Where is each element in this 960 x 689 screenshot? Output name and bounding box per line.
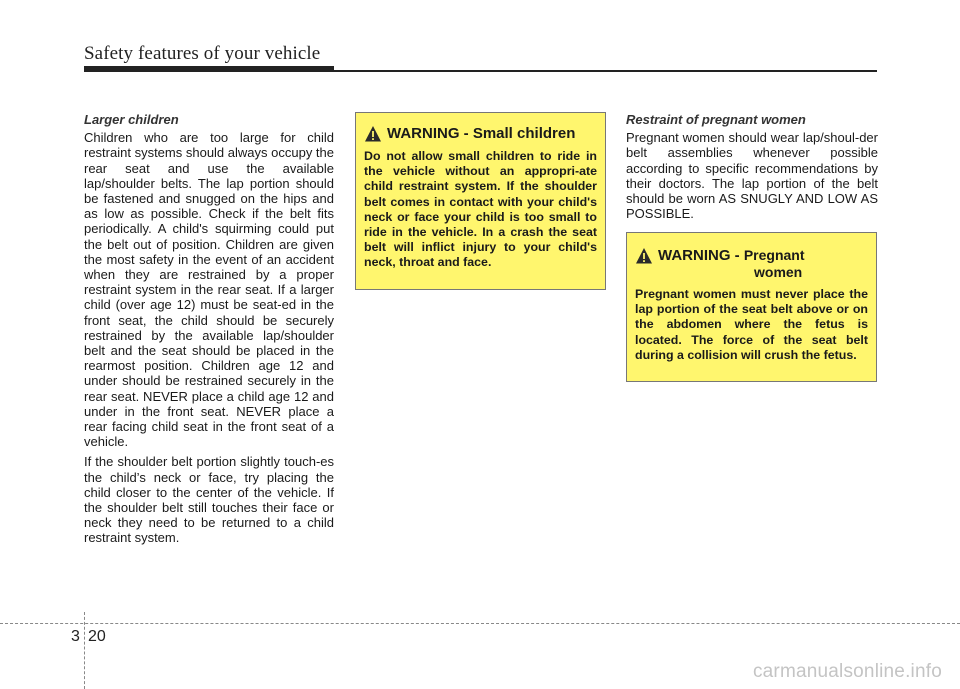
warning-label: WARNING - [658, 247, 744, 264]
warning-subject-line2: women [754, 264, 803, 280]
warning-header [635, 247, 868, 281]
page-number: 20 [88, 628, 106, 645]
paragraph: Children who are too large for child restraint systems should always occupy the rear seat and use the available lap/shoulder belts. The lap portion should be fastened and snugged on the hips and as low as possible. Check if the belt fits periodically. A child's squirming could put the belt out of position. Children are given the most safety in the event of an accident when they are restrained by a proper restraint system in the rear seat. If a larger child (over age 12) must be seat-ed in the front seat, the child should be securely restrained by the available lap/shoulder belt and the seat should be placed in the rearmost position. Children age 12 and under should be restrained securely in the rear seat. NEVER place a child age 12 and under in the front seat. NEVER place a rear facing child seat in the front seat of a vehicle. [84, 130, 334, 450]
warning-box-small-children [355, 112, 606, 290]
watermark: carmanualsonline.info [752, 661, 942, 682]
warning-subject-line1: Pregnant [743, 247, 805, 263]
warning-header [364, 125, 597, 143]
paragraph: If the shoulder belt portion slightly touch-es the child’s neck or face, try placing the child closer to the center of the vehicle. If the shoulder belt still touches their face or neck they need to be returned to a child restraint system. [84, 454, 334, 546]
footer-divider [84, 612, 85, 689]
paragraph: Pregnant women should wear lap/shoul-der belt assemblies whenever possible according to specific recommendations by their doctors. The lap portion of the belt should be worn AS SNUGLY AND LOW AS POSSIBLE. [626, 130, 878, 222]
left-column [84, 112, 334, 551]
warning-title [658, 247, 805, 281]
warning-triangle-icon [635, 247, 653, 265]
warning-body: Do not allow small children to ride in the vehicle without an appropri-ate child restraint system. If the shoulder belt comes in contact with your child's neck or face your child is too small to ride in the vehicle. In a crash the seat belt will inflict injury to your child's neck, throat and face. [364, 149, 597, 270]
section-heading-larger-children: Larger children [84, 112, 179, 127]
right-column [626, 112, 878, 226]
warning-box-pregnant-women [626, 232, 877, 382]
page-header-title: Safety features of your vehicle [84, 43, 321, 64]
warning-triangle-icon [364, 125, 382, 143]
chapter-number: 3 [71, 628, 80, 645]
warning-label: WARNING - [387, 125, 473, 142]
warning-body: Pregnant women must never place the lap portion of the seat belt above or on the abdomen where the fetus is located. The force of the seat belt during a collision will crush the fetus. [635, 287, 868, 362]
header-rule [84, 70, 877, 72]
warning-subject: Small children [472, 125, 576, 142]
footer-rule [0, 623, 960, 624]
section-heading-pregnant-women: Restraint of pregnant women [626, 112, 806, 127]
warning-title [387, 125, 575, 142]
